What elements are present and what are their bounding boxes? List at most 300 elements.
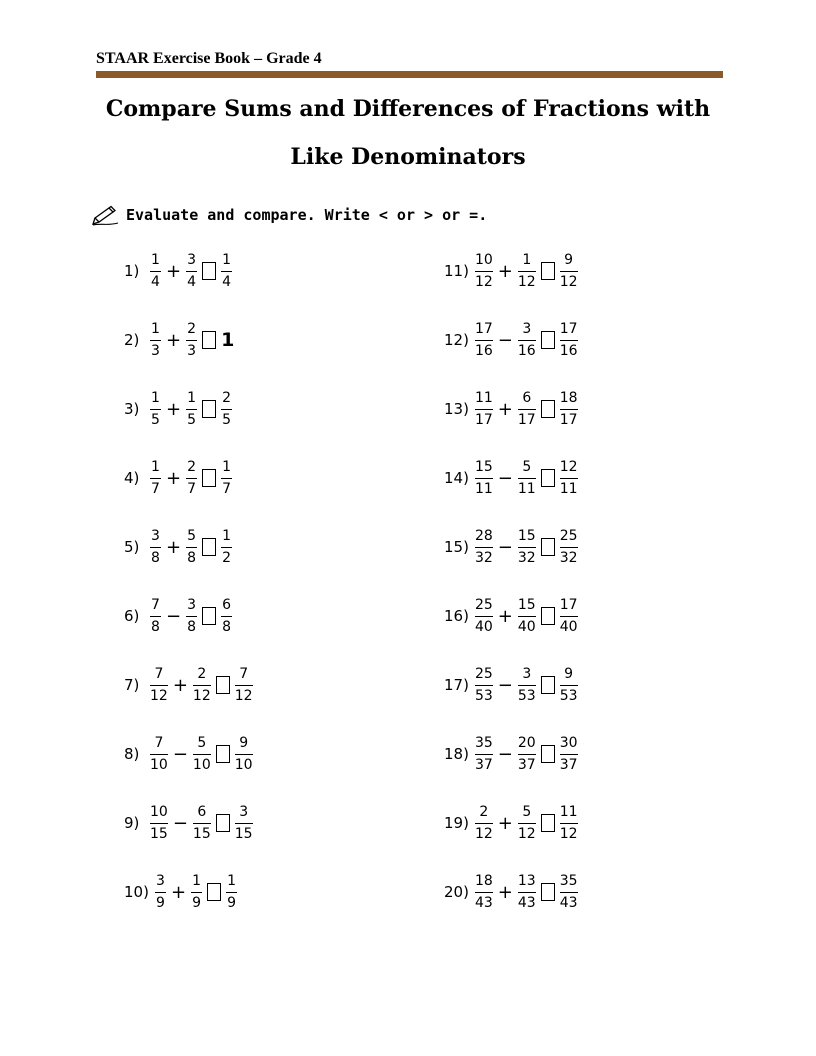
answer-box[interactable] <box>202 607 216 625</box>
fraction-bar <box>560 271 578 272</box>
operator: + <box>497 812 513 834</box>
problem-item <box>444 868 580 916</box>
problem-item <box>124 385 234 433</box>
denominator: 8 <box>151 618 160 635</box>
fraction-second <box>193 666 211 705</box>
numerator: 3 <box>151 527 160 544</box>
problem-number: 7) <box>124 676 140 694</box>
fraction-first <box>475 735 493 774</box>
denominator: 7 <box>187 480 197 497</box>
answer-box[interactable] <box>541 676 555 694</box>
fraction-bar <box>186 478 197 479</box>
fraction-first <box>150 804 168 843</box>
fraction-bar <box>221 409 232 410</box>
fraction-bar <box>235 754 253 755</box>
problem-number: 11) <box>444 262 469 280</box>
fraction-bar <box>518 478 536 479</box>
numerator: 1 <box>227 872 236 889</box>
fraction-compare <box>221 597 232 636</box>
operator: + <box>166 536 182 558</box>
fraction-compare <box>560 459 578 498</box>
denominator: 3 <box>151 342 160 359</box>
fraction-second <box>186 321 197 360</box>
numerator: 2 <box>222 389 232 406</box>
fraction-compare <box>560 597 578 636</box>
fraction-first <box>475 873 493 912</box>
page-title-line2: Like Denominators <box>290 144 526 170</box>
answer-box[interactable] <box>202 331 216 349</box>
fraction-second <box>191 873 202 912</box>
fraction-bar <box>150 754 168 755</box>
numerator: 1 <box>192 872 201 889</box>
fraction-bar <box>518 271 536 272</box>
numerator: 1 <box>222 458 232 475</box>
answer-box[interactable] <box>541 469 555 487</box>
fraction-bar <box>560 616 578 617</box>
problem-item <box>124 523 234 571</box>
fraction-bar <box>475 616 493 617</box>
fraction-second <box>518 666 536 705</box>
numerator: 5 <box>187 527 197 544</box>
fraction-bar <box>155 892 166 893</box>
denominator: 16 <box>474 342 493 359</box>
fraction-compare <box>221 390 232 429</box>
denominator: 15 <box>150 825 168 842</box>
numerator: 2 <box>479 803 489 820</box>
fraction-bar <box>560 892 578 893</box>
problem-item <box>124 247 234 295</box>
fraction-first <box>150 597 161 636</box>
numerator: 7 <box>154 734 164 751</box>
numerator: 12 <box>559 458 578 475</box>
problem-item <box>124 592 234 640</box>
problem-item <box>124 868 239 916</box>
denominator: 4 <box>151 273 160 290</box>
fraction-second <box>518 459 536 498</box>
denominator: 8 <box>151 549 160 566</box>
fraction-bar <box>560 478 578 479</box>
numerator: 10 <box>474 251 493 268</box>
denominator: 11 <box>474 480 493 497</box>
denominator: 32 <box>474 549 493 566</box>
denominator: 2 <box>222 549 232 566</box>
problem-number: 14) <box>444 469 469 487</box>
fraction-bar <box>221 616 232 617</box>
denominator: 32 <box>559 549 578 566</box>
denominator: 8 <box>187 549 197 566</box>
fraction-compare <box>560 321 578 360</box>
fraction-compare <box>221 459 232 498</box>
fraction-bar <box>150 616 161 617</box>
fraction-compare <box>560 252 578 291</box>
problem-number: 19) <box>444 814 469 832</box>
fraction-second <box>193 804 211 843</box>
operator: − <box>172 743 188 765</box>
numerator: 1 <box>187 389 197 406</box>
problem-item <box>124 730 255 778</box>
fraction-bar <box>150 823 168 824</box>
fraction-bar <box>221 547 232 548</box>
answer-box[interactable] <box>541 883 555 901</box>
fraction-first <box>155 873 166 912</box>
denominator: 15 <box>192 825 211 842</box>
operator: − <box>172 812 188 834</box>
problem-item <box>444 799 580 847</box>
fraction-compare <box>235 735 253 774</box>
denominator: 3 <box>187 342 197 359</box>
fraction-compare <box>560 804 578 843</box>
fraction-bar <box>193 754 211 755</box>
numerator: 15 <box>474 458 493 475</box>
fraction-bar <box>475 823 493 824</box>
fraction-bar <box>560 547 578 548</box>
denominator: 40 <box>559 618 578 635</box>
numerator: 18 <box>559 389 578 406</box>
fraction-bar <box>518 409 536 410</box>
denominator: 8 <box>222 618 232 635</box>
operator: − <box>166 605 182 627</box>
numerator: 35 <box>474 734 493 751</box>
denominator: 12 <box>192 687 211 704</box>
fraction-first <box>150 390 161 429</box>
answer-box[interactable] <box>541 745 555 763</box>
fraction-bar <box>518 892 536 893</box>
fraction-compare <box>221 528 232 567</box>
fraction-compare <box>235 804 253 843</box>
fraction-bar <box>475 409 493 410</box>
answer-box[interactable] <box>541 331 555 349</box>
fraction-bar <box>150 409 161 410</box>
instruction-text: Evaluate and compare. Write < or > or =. <box>126 206 488 224</box>
fraction-first <box>150 528 161 567</box>
fraction-bar <box>186 616 197 617</box>
problem-item <box>444 316 580 364</box>
answer-box[interactable] <box>216 676 230 694</box>
fraction-first <box>150 321 161 360</box>
denominator: 17 <box>474 411 493 428</box>
denominator: 11 <box>517 480 536 497</box>
answer-box[interactable] <box>541 814 555 832</box>
problem-number: 10) <box>124 883 149 901</box>
pencil-icon <box>92 204 120 226</box>
answer-box[interactable] <box>541 607 555 625</box>
fraction-bar <box>186 340 197 341</box>
fraction-second <box>518 873 536 912</box>
denominator: 12 <box>517 273 536 290</box>
answer-box[interactable] <box>202 400 216 418</box>
page-title-line1: Compare Sums and Differences of Fractions with <box>105 96 711 122</box>
numerator: 11 <box>474 389 493 406</box>
denominator: 9 <box>227 894 236 911</box>
problem-item <box>444 454 580 502</box>
numerator: 17 <box>474 320 493 337</box>
fraction-bar <box>150 271 161 272</box>
denominator: 53 <box>517 687 536 704</box>
numerator: 7 <box>239 665 249 682</box>
fraction-first <box>150 459 161 498</box>
operator: + <box>497 605 513 627</box>
denominator: 43 <box>559 894 578 911</box>
operator: + <box>166 467 182 489</box>
fraction-bar <box>226 892 237 893</box>
fraction-bar <box>475 685 493 686</box>
problem-number: 4) <box>124 469 140 487</box>
numerator: 3 <box>522 320 532 337</box>
numerator: 7 <box>151 596 160 613</box>
numerator: 3 <box>155 872 165 889</box>
numerator: 3 <box>187 596 197 613</box>
fraction-bar <box>475 547 493 548</box>
problem-item <box>444 247 580 295</box>
fraction-bar <box>560 823 578 824</box>
fraction-second <box>518 804 536 843</box>
fraction-bar <box>193 823 211 824</box>
header-title: STAAR Exercise Book – Grade 4 <box>96 50 322 67</box>
denominator: 37 <box>559 756 578 773</box>
denominator: 5 <box>222 411 232 428</box>
problem-item <box>444 592 580 640</box>
denominator: 53 <box>559 687 578 704</box>
numerator: 9 <box>564 251 574 268</box>
numerator: 5 <box>522 458 532 475</box>
fraction-bar <box>518 340 536 341</box>
fraction-compare <box>560 666 578 705</box>
operator: + <box>172 674 188 696</box>
numerator: 1 <box>222 527 232 544</box>
fraction-bar <box>150 478 161 479</box>
operator: + <box>166 398 182 420</box>
fraction-bar <box>191 892 202 893</box>
problem-item <box>444 661 580 709</box>
fraction-second <box>518 390 536 429</box>
fraction-first <box>150 666 168 705</box>
denominator: 7 <box>222 480 232 497</box>
denominator: 12 <box>517 825 536 842</box>
fraction-second <box>518 735 536 774</box>
denominator: 12 <box>150 687 168 704</box>
numerator: 20 <box>517 734 536 751</box>
denominator: 9 <box>192 894 201 911</box>
denominator: 17 <box>517 411 536 428</box>
fraction-bar <box>235 823 253 824</box>
numerator: 5 <box>522 803 532 820</box>
denominator: 12 <box>474 273 493 290</box>
problem-number: 13) <box>444 400 469 418</box>
numerator: 7 <box>154 665 164 682</box>
fraction-bar <box>475 892 493 893</box>
problem-number: 6) <box>124 607 140 625</box>
numerator: 17 <box>559 320 578 337</box>
fraction-bar <box>235 685 253 686</box>
fraction-compare <box>226 873 237 912</box>
numerator: 1 <box>522 251 532 268</box>
problem-number: 8) <box>124 745 140 763</box>
denominator: 9 <box>155 894 165 911</box>
operator: + <box>497 398 513 420</box>
fraction-bar <box>518 823 536 824</box>
denominator: 10 <box>234 756 253 773</box>
denominator: 16 <box>559 342 578 359</box>
fraction-bar <box>150 340 161 341</box>
header-divider <box>96 71 723 78</box>
problem-number: 16) <box>444 607 469 625</box>
answer-box[interactable] <box>216 745 230 763</box>
fraction-bar <box>150 547 161 548</box>
denominator: 10 <box>192 756 211 773</box>
answer-box[interactable] <box>216 814 230 832</box>
fraction-bar <box>475 478 493 479</box>
problem-number: 18) <box>444 745 469 763</box>
operator: − <box>497 743 513 765</box>
denominator: 43 <box>474 894 493 911</box>
fraction-first <box>475 666 493 705</box>
fraction-first <box>475 804 493 843</box>
fraction-second <box>518 321 536 360</box>
fraction-compare <box>221 252 232 291</box>
fraction-compare <box>560 528 578 567</box>
numerator: 1 <box>222 251 232 268</box>
numerator: 11 <box>559 803 578 820</box>
numerator: 13 <box>517 872 536 889</box>
problem-number: 2) <box>124 331 140 349</box>
operator: + <box>170 881 187 903</box>
fraction-first <box>475 528 493 567</box>
denominator: 12 <box>474 825 493 842</box>
fraction-bar <box>560 409 578 410</box>
denominator: 5 <box>151 411 160 428</box>
fraction-bar <box>221 271 232 272</box>
fraction-bar <box>518 547 536 548</box>
numerator: 9 <box>239 734 249 751</box>
fraction-bar <box>186 271 197 272</box>
denominator: 32 <box>517 549 536 566</box>
denominator: 17 <box>559 411 578 428</box>
denominator: 4 <box>187 273 197 290</box>
numerator: 25 <box>559 527 578 544</box>
operator: − <box>497 467 513 489</box>
denominator: 37 <box>474 756 493 773</box>
denominator: 7 <box>151 480 160 497</box>
problem-item <box>124 454 234 502</box>
fraction-bar <box>518 754 536 755</box>
fraction-second <box>186 528 197 567</box>
instruction-row <box>92 204 487 226</box>
problem-item <box>124 661 255 709</box>
numerator: 2 <box>187 458 197 475</box>
fraction-second <box>186 252 197 291</box>
problem-item <box>124 316 234 364</box>
problem-item <box>124 799 255 847</box>
fraction-bar <box>518 616 536 617</box>
numerator: 3 <box>187 251 197 268</box>
whole-number-compare: 1 <box>221 329 235 351</box>
fraction-second <box>186 597 197 636</box>
numerator: 3 <box>522 665 532 682</box>
fraction-bar <box>221 478 232 479</box>
answer-box[interactable] <box>202 469 216 487</box>
problem-number: 12) <box>444 331 469 349</box>
fraction-second <box>186 459 197 498</box>
fraction-bar <box>560 685 578 686</box>
answer-box[interactable] <box>541 262 555 280</box>
denominator: 40 <box>517 618 536 635</box>
problem-item <box>444 385 580 433</box>
answer-box[interactable] <box>541 538 555 556</box>
problem-item <box>444 523 580 571</box>
fraction-second <box>518 252 536 291</box>
fraction-second <box>518 597 536 636</box>
numerator: 35 <box>559 872 578 889</box>
denominator: 4 <box>222 273 232 290</box>
numerator: 10 <box>150 803 168 820</box>
numerator: 6 <box>222 596 232 613</box>
fraction-second <box>193 735 211 774</box>
numerator: 18 <box>474 872 493 889</box>
problem-number: 1) <box>124 262 140 280</box>
fraction-first <box>150 735 168 774</box>
fraction-bar <box>186 547 197 548</box>
numerator: 25 <box>474 596 493 613</box>
denominator: 12 <box>559 825 578 842</box>
numerator: 2 <box>197 665 207 682</box>
operator: − <box>497 536 513 558</box>
fraction-compare <box>560 390 578 429</box>
problem-number: 3) <box>124 400 140 418</box>
denominator: 11 <box>559 480 578 497</box>
numerator: 1 <box>151 458 160 475</box>
answer-box[interactable] <box>202 262 216 280</box>
fraction-bar <box>560 754 578 755</box>
denominator: 15 <box>234 825 253 842</box>
numerator: 6 <box>197 803 207 820</box>
fraction-first <box>475 252 493 291</box>
numerator: 28 <box>474 527 493 544</box>
numerator: 2 <box>187 320 197 337</box>
numerator: 17 <box>559 596 578 613</box>
numerator: 3 <box>239 803 249 820</box>
denominator: 8 <box>187 618 197 635</box>
operator: + <box>497 260 513 282</box>
fraction-bar <box>193 685 211 686</box>
denominator: 40 <box>474 618 493 635</box>
fraction-second <box>186 390 197 429</box>
fraction-compare <box>235 666 253 705</box>
operator: − <box>497 329 513 351</box>
denominator: 43 <box>517 894 536 911</box>
denominator: 53 <box>474 687 493 704</box>
fraction-compare <box>560 873 578 912</box>
problem-number: 15) <box>444 538 469 556</box>
denominator: 37 <box>517 756 536 773</box>
numerator: 6 <box>522 389 532 406</box>
numerator: 1 <box>151 251 160 268</box>
answer-box[interactable] <box>207 883 221 901</box>
fraction-bar <box>186 409 197 410</box>
fraction-bar <box>475 754 493 755</box>
operator: − <box>497 674 513 696</box>
problem-number: 9) <box>124 814 140 832</box>
numerator: 15 <box>517 596 536 613</box>
fraction-bar <box>518 685 536 686</box>
fraction-bar <box>560 340 578 341</box>
numerator: 1 <box>151 320 160 337</box>
answer-box[interactable] <box>541 400 555 418</box>
numerator: 5 <box>197 734 207 751</box>
operator: + <box>166 329 182 351</box>
answer-box[interactable] <box>202 538 216 556</box>
operator: + <box>166 260 182 282</box>
fraction-bar <box>475 340 493 341</box>
